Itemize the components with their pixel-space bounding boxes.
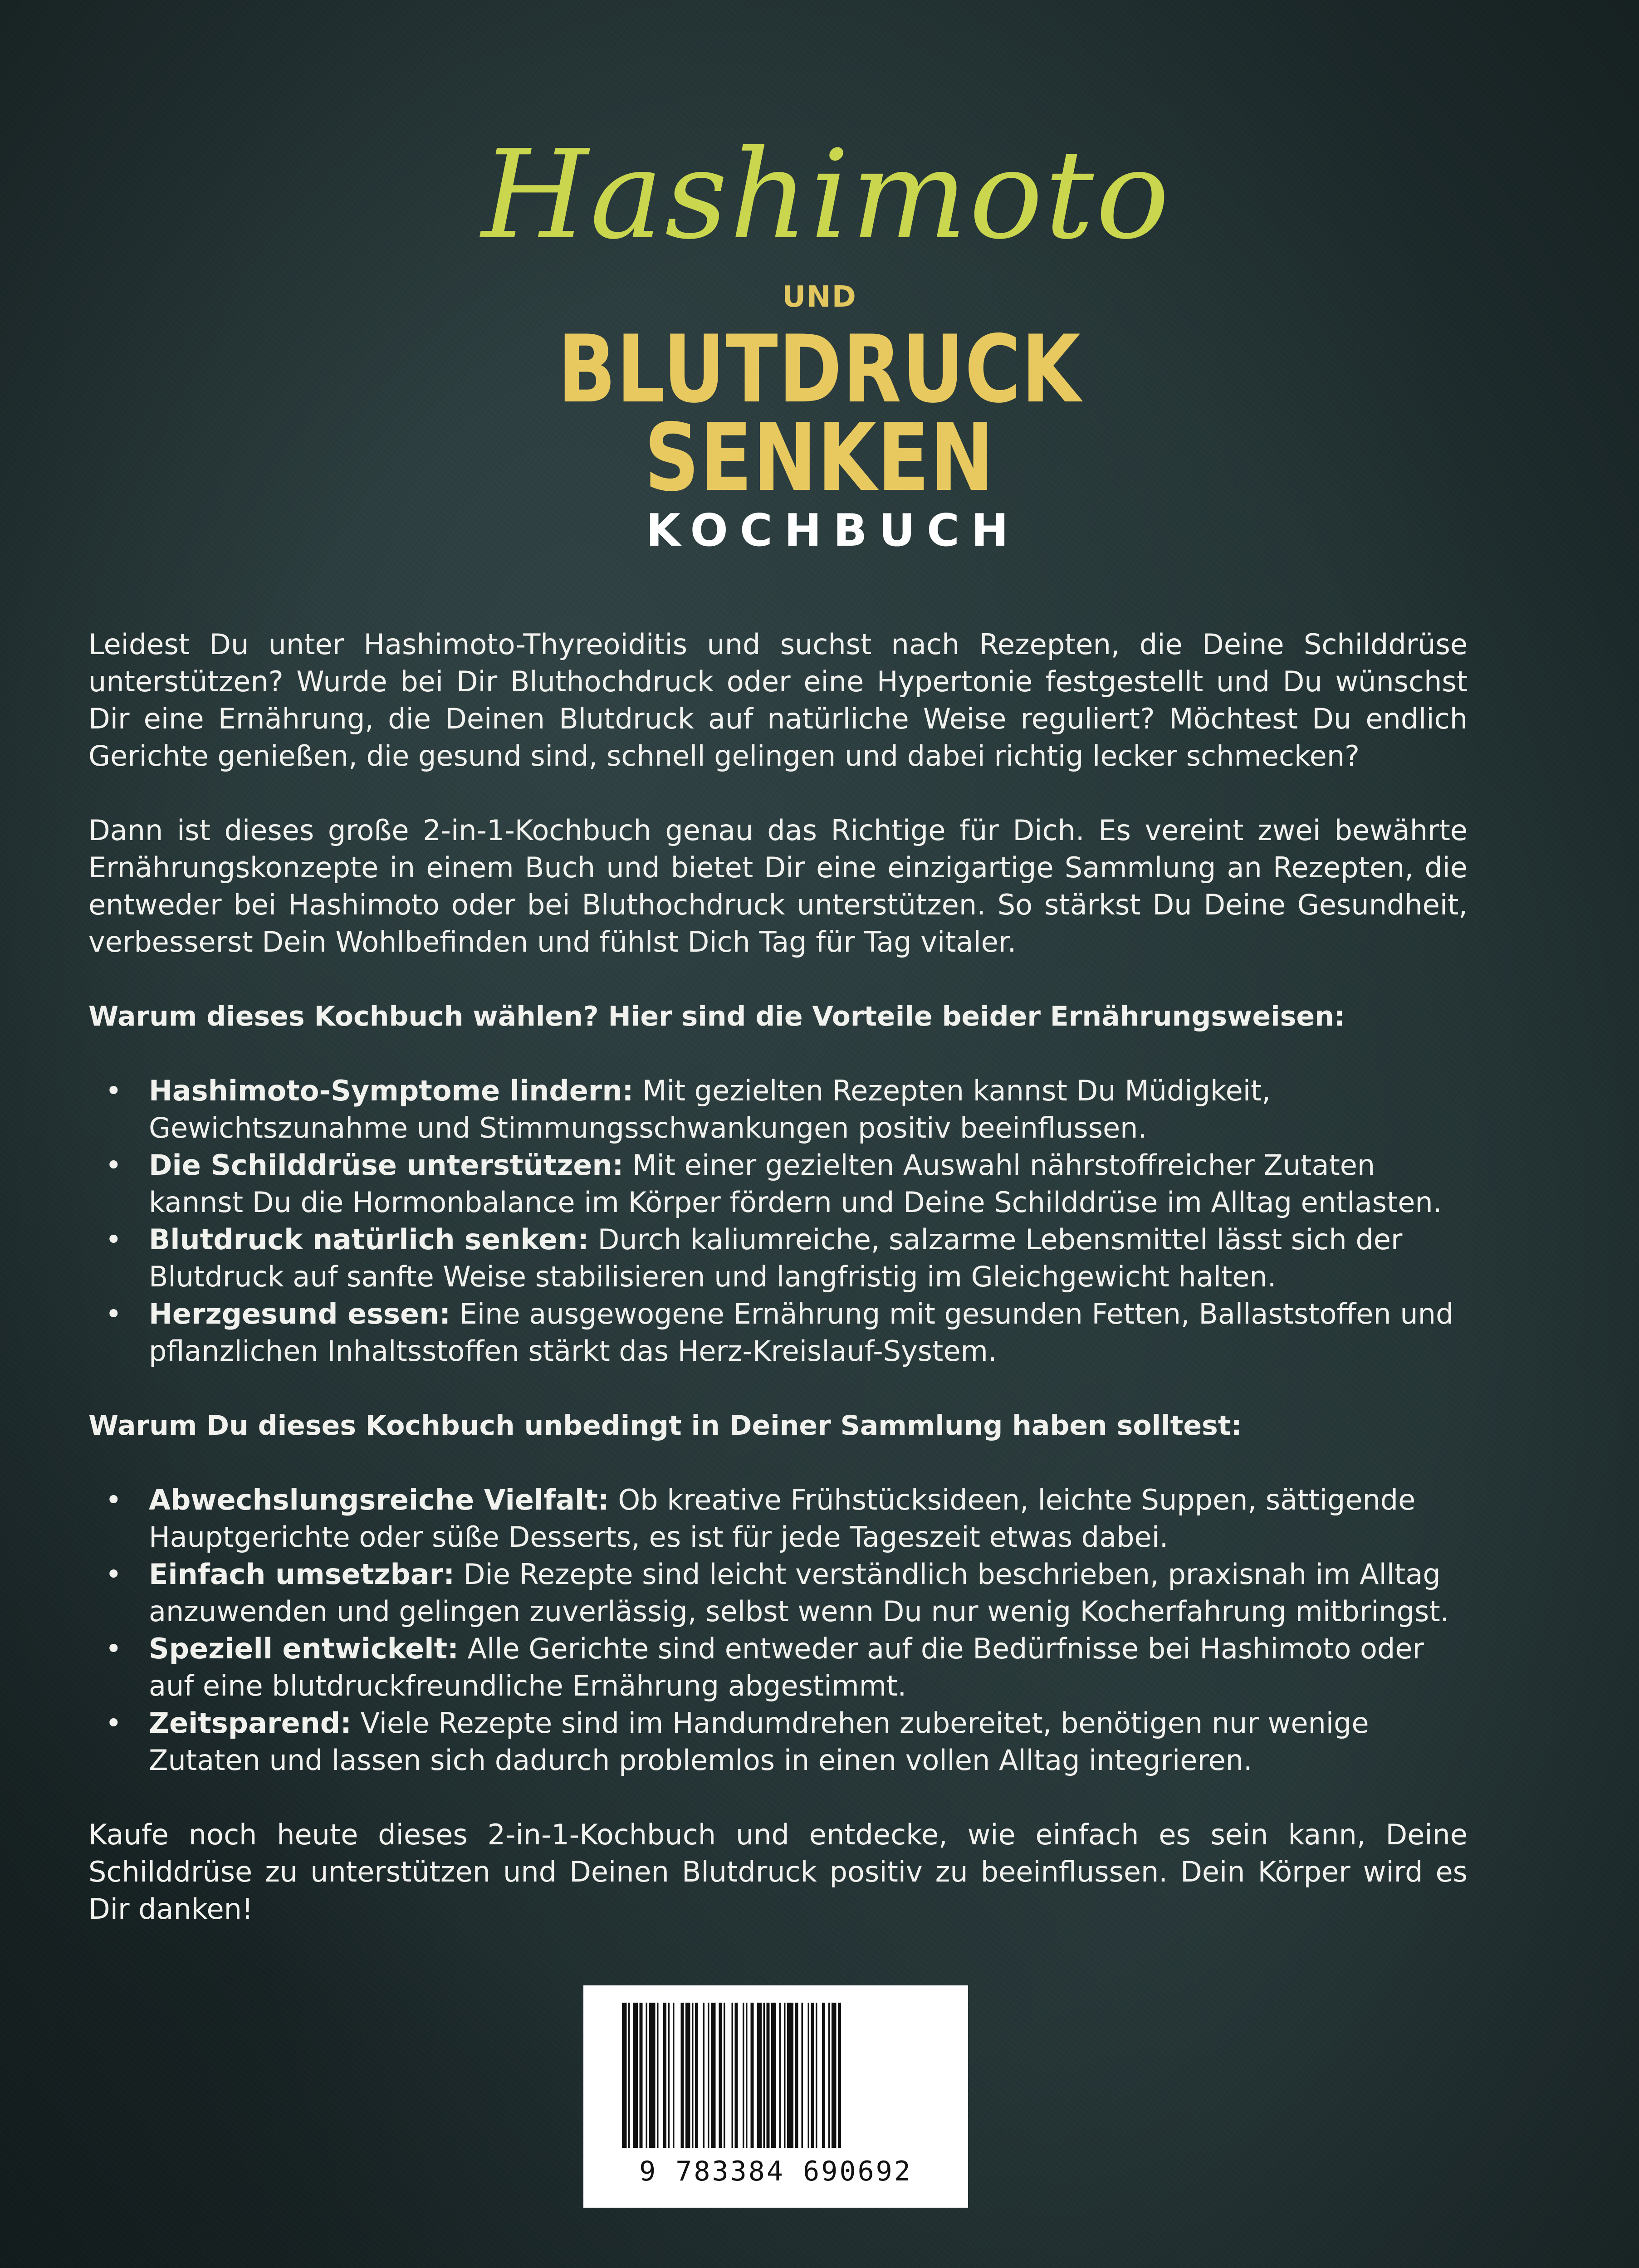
item-text: Ob kreative Frühstücksideen, leichte Suppen, sättigende Hauptgerichte oder süße Desserts, es ist für jede Tageszeit etwas dabei.	[149, 1483, 1415, 1554]
bullet-icon: •	[105, 1556, 122, 1593]
item-label: Die Schilddrüse unterstützen:	[149, 1149, 623, 1182]
item-label: Speziell entwickelt:	[149, 1632, 459, 1665]
item-text: Durch kaliumreiche, salzarme Lebensmittel lässt sich der Blutdruck auf sanfte Weise stabilisieren und langfristig im Gleichgewicht halten.	[149, 1223, 1402, 1293]
second-paragraph: Dann ist dieses große 2-in-1-Kochbuch genau das Richtige für Dich. Es vereint zwei bewährte Ernährungskonzepte in einem Buch und bietet Dir eine einzigartige Sammlung an Rezepten, die entweder bei Hashimoto oder bei Bluthochdruck unterstützen. So stärkst Du Deine Gesundheit, verbesserst Dein Wohlbefinden und fühlst Dich Tag für Tag vitaler.	[88, 812, 1468, 961]
bullet-icon: •	[105, 1072, 122, 1110]
title-senken: SENKEN	[147, 411, 1492, 506]
item-text: Die Rezepte sind leicht verständlich beschrieben, praxisnah im Alltag anzuwenden und gelingen zuverlässig, selbst wenn Du nur wenig Kocherfahrung mitbringst.	[149, 1558, 1449, 1628]
item-label: Herzgesund essen:	[149, 1297, 450, 1330]
item-label: Abwechslungsreiche Vielfalt:	[149, 1483, 609, 1516]
title-kochbuch: KOCHBUCH	[0, 506, 1639, 556]
item-label: Zeitsparend:	[149, 1706, 352, 1740]
item-text: Eine ausgewogene Ernährung mit gesunden Fetten, Ballaststoffen und pflanzlichen Inhaltsstoffen stärkt das Herz-Kreislauf-System.	[149, 1297, 1453, 1368]
bullet-icon: •	[105, 1481, 122, 1519]
bullet-icon: •	[105, 1221, 122, 1258]
isbn-number: 9 783384 690692	[583, 2153, 968, 2190]
item-label: Einfach umsetzbar:	[149, 1558, 455, 1591]
closing-paragraph: Kaufe noch heute dieses 2-in-1-Kochbuch und entdecke, wie einfach es sein kann, Deine Schilddrüse zu unterstützen und Deinen Blutdruck positiv zu beeinflussen. Dein Körper wird es Dir danken!	[88, 1816, 1468, 1928]
bullet-icon: •	[105, 1147, 122, 1184]
title-hashimoto: Hashimoto	[14, 122, 1639, 268]
title-und: UND	[0, 279, 1639, 315]
item-label: Hashimoto-Symptome lindern:	[149, 1074, 633, 1107]
item-text: Viele Rezepte sind im Handumdrehen zubereitet, benötigen nur wenige Zutaten und lassen sich dadurch problemlos in einen vollen Alltag integrieren.	[149, 1706, 1369, 1777]
benefits-heading: Warum dieses Kochbuch wählen? Hier sind die Vorteile beider Ernährungsweisen:	[88, 998, 1468, 1035]
item-text: Alle Gerichte sind entweder auf die Bedürfnisse bei Hashimoto oder auf eine blutdruckfreundliche Ernährung abgestimmt.	[149, 1632, 1424, 1702]
item-text: Mit gezielten Rezepten kannst Du Müdigkeit, Gewichtszunahme und Stimmungsschwankungen positiv beeinflussen.	[149, 1074, 1271, 1144]
bullet-icon: •	[105, 1630, 122, 1667]
bullet-icon: •	[105, 1705, 122, 1742]
bullet-icon: •	[105, 1295, 122, 1333]
item-label: Blutdruck natürlich senken:	[149, 1223, 589, 1256]
title-blutdruck: BLUTDRUCK	[147, 322, 1492, 417]
reasons-heading: Warum Du dieses Kochbuch unbedingt in Deiner Sammlung haben solltest:	[88, 1407, 1468, 1444]
item-text: Mit einer gezielten Auswahl nährstoffreicher Zutaten kannst Du die Hormonbalance im Körper fördern und Deine Schilddrüse im Alltag entlasten.	[149, 1149, 1442, 1219]
intro-paragraph: Leidest Du unter Hashimoto-Thyreoiditis und suchst nach Rezepten, die Deine Schilddrüse unterstützen? Wurde bei Dir Bluthochdruck oder eine Hypertonie festgestellt und Du wünschst Dir eine Ernährung, die Deinen Blutdruck auf natürliche Weise reguliert? Möchtest Du endlich Gerichte genießen, die gesund sind, schnell gelingen und dabei richtig lecker schmecken?	[88, 626, 1468, 775]
